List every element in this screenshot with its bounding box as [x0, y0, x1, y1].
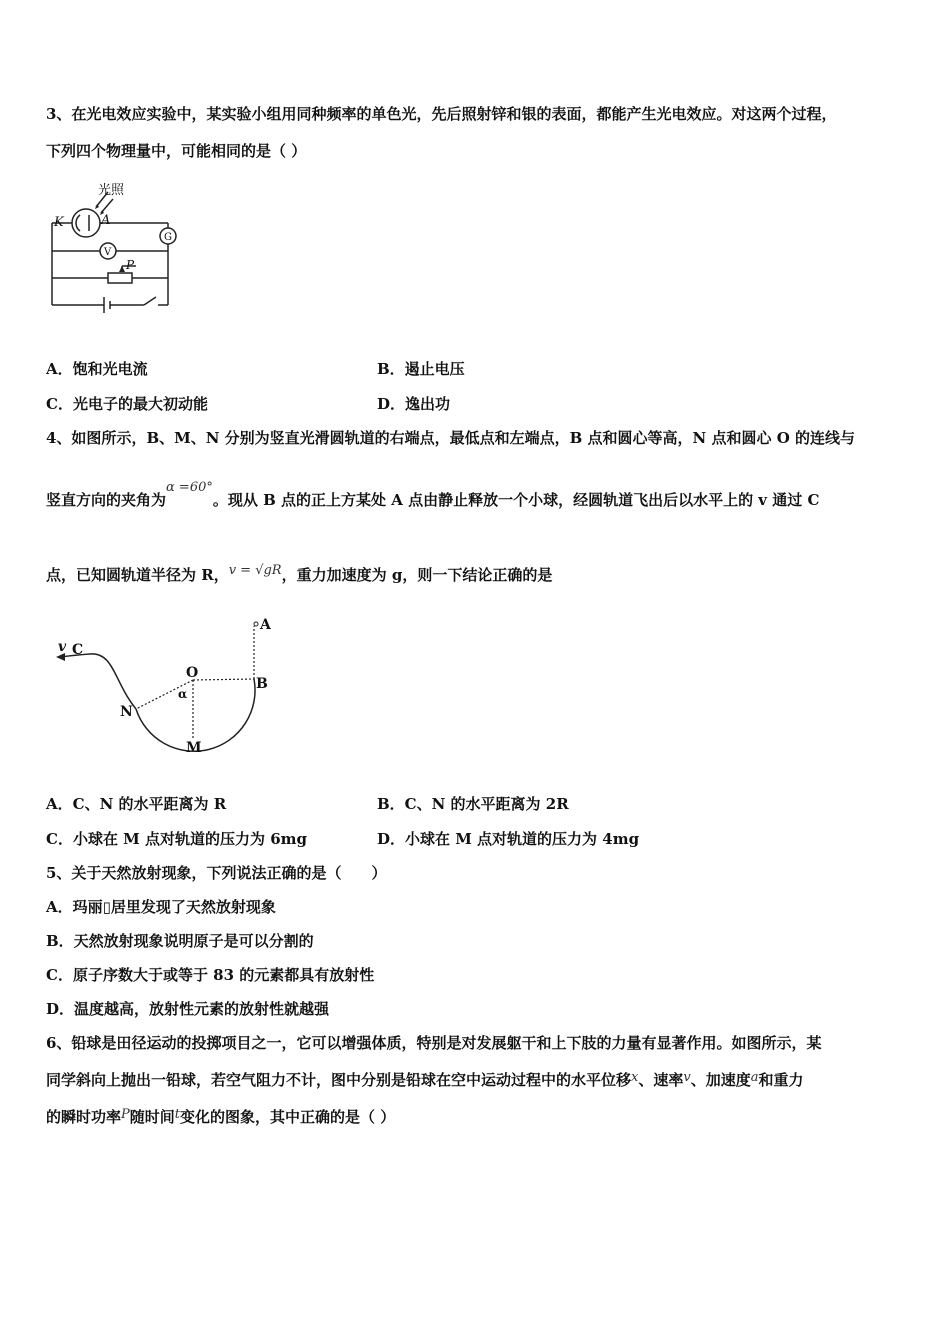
trajectory-curve [60, 654, 136, 709]
q3-option-a[interactable]: A．饱和光电流 [46, 360, 148, 378]
symbol-P: P [121, 1107, 130, 1122]
label-V: V [104, 247, 112, 258]
q3-stem-line1: 3、在光电效应实验中，某实验小组用同种频率的单色光，先后照射锌和银的表面，都能产生光电效应。对这两个过程， [46, 105, 837, 123]
symbol-v: v [683, 1070, 691, 1085]
label-light: 光照 [98, 183, 125, 198]
q6-stem-line1: 6、铅球是田径运动的投掷项目之一，它可以增强体质，特别是对发展躯干和上下肢的力量有显著作用。如图所示，某 [46, 1034, 822, 1052]
switch-lever [144, 297, 156, 305]
q3-stem-line2: 下列四个物理量中，可能相同的是（ ） [46, 142, 307, 160]
rheostat-symbol [108, 273, 132, 283]
q3-option-b[interactable]: B．遏止电压 [377, 360, 465, 378]
q5-option-c[interactable]: C．原子序数大于或等于 83 的元素都具有放射性 [46, 966, 375, 984]
q4-line2-post: 。现从 B 点的正上方某处 A 点由静止释放一个小球，经圆轨道飞出后以水平上的 v 通过 C [212, 491, 820, 509]
symbol-a: a [750, 1070, 759, 1085]
point-A-dot [254, 622, 258, 626]
label-A: A [101, 213, 111, 228]
q6-line2-post: 和重力 [758, 1071, 804, 1089]
q5-option-a[interactable]: A．玛丽▯居里发现了天然放射现象 [46, 898, 276, 916]
q5-option-d[interactable]: D．温度越高，放射性元素的放射性就越强 [46, 1000, 330, 1018]
label-alpha: α [178, 687, 188, 701]
q6-line3-pre: 的瞬时功率 [46, 1108, 122, 1126]
photoelectric-circuit-diagram [46, 178, 191, 313]
v-formula: v = √gR [228, 563, 282, 578]
q3-option-c[interactable]: C．光电子的最大初动能 [46, 395, 208, 413]
label-N: N [120, 704, 133, 720]
q6-line2-mid1: 、速率 [638, 1071, 684, 1089]
q6-stem-line3 [46, 1106, 395, 1127]
label-P: P [126, 258, 135, 272]
label-v: v [58, 639, 67, 655]
q5-stem: 5、关于天然放射现象，下列说法正确的是（ ） [46, 864, 387, 882]
symbol-x: x [631, 1070, 639, 1085]
q6-line2-pre: 同学斜向上抛出一铅球，若空气阻力不计，图中分别是铅球在空中运动过程中的水平位移 [46, 1071, 632, 1089]
label-C: C [72, 642, 84, 658]
label-G: G [164, 232, 172, 243]
cathode-plate [76, 215, 80, 231]
q4-option-d[interactable]: D．小球在 M 点对轨道的压力为 4mg [377, 830, 640, 848]
label-O: O [186, 665, 199, 681]
label-A: A [260, 617, 271, 633]
q4-option-c[interactable]: C．小球在 M 点对轨道的压力为 6mg [46, 830, 308, 848]
q4-line3-pre: 点，已知圆轨道半径为 R， [46, 566, 229, 584]
q4-stem-line2 [46, 480, 820, 510]
q6-line3-post: 变化的图象，其中正确的是（ ） [180, 1108, 396, 1126]
q4-stem-line1: 4、如图所示，B、M、N 分别为竖直光滑圆轨道的右端点，最低点和左端点，B 点和圆心等高，N 点和圆心 O 的连线与 [46, 429, 856, 447]
q4-stem-line3 [46, 564, 552, 585]
q4-line2-pre: 竖直方向的夹角为 [46, 491, 167, 509]
q5-option-b[interactable]: B．天然放射现象说明原子是可以分割的 [46, 932, 314, 950]
symbol-t: t [174, 1107, 181, 1122]
label-M: M [186, 740, 202, 756]
label-K: K [54, 215, 64, 230]
q4-option-a[interactable]: A．C、N 的水平距离为 R [46, 795, 227, 813]
circular-track-diagram [54, 612, 284, 758]
q4-line3-post: ，重力加速度为 g，则一下结论正确的是 [281, 566, 553, 584]
q6-stem-line2 [46, 1069, 804, 1090]
q4-option-b[interactable]: B．C、N 的水平距离为 2R [377, 795, 569, 813]
q6-line2-mid2: 、加速度 [690, 1071, 751, 1089]
q3-option-d[interactable]: D．逸出功 [377, 395, 451, 413]
q6-line3-mid: 随时间 [129, 1108, 175, 1126]
label-B: B [256, 676, 268, 692]
alpha-formula: α =60° [166, 480, 213, 495]
